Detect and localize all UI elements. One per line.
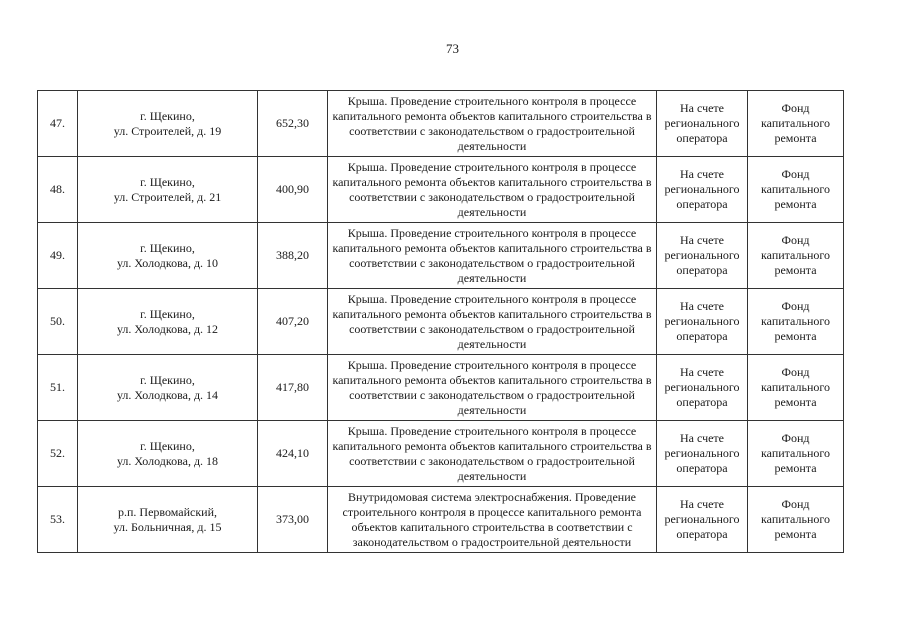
account-owner-cell: На счете регионального оператора [657, 487, 748, 553]
row-number: 50. [38, 289, 78, 355]
account-owner-cell: На счете регионального оператора [657, 91, 748, 157]
row-number: 48. [38, 157, 78, 223]
funding-source-cell: Фонд капитального ремонта [748, 91, 844, 157]
row-number: 49. [38, 223, 78, 289]
address-cell [78, 487, 258, 553]
funding-source-cell: Фонд капитального ремонта [748, 289, 844, 355]
work-description-cell: Крыша. Проведение строительного контроля в процессе капитального ремонта объектов капитального строительства в соответствии с законодательством о градостроительной деятельности [328, 223, 657, 289]
address-city: г. Щекино, [140, 438, 195, 453]
table-row [38, 91, 844, 157]
address-street: ул. Больничная, д. 15 [113, 519, 222, 534]
address-street: ул. Холодкова, д. 12 [116, 321, 219, 336]
account-owner-cell: На счете регионального оператора [657, 289, 748, 355]
address-city: г. Щекино, [140, 108, 195, 123]
row-number: 52. [38, 421, 78, 487]
address-cell [78, 91, 258, 157]
area-cell: 407,20 [258, 289, 328, 355]
work-description-cell: Крыша. Проведение строительного контроля в процессе капитального ремонта объектов капитального строительства в соответствии с законодательством о градостроительной деятельности [328, 355, 657, 421]
account-owner-cell: На счете регионального оператора [657, 223, 748, 289]
page-number: 73 [446, 41, 459, 56]
address-cell [78, 421, 258, 487]
funding-source-cell: Фонд капитального ремонта [748, 223, 844, 289]
table-row [38, 355, 844, 421]
account-owner-cell: На счете регионального оператора [657, 157, 748, 223]
work-description-cell: Крыша. Проведение строительного контроля в процессе капитального ремонта объектов капитального строительства в соответствии с законодательством о градостроительной деятельности [328, 289, 657, 355]
address-cell [78, 157, 258, 223]
address-city: г. Щекино, [140, 174, 195, 189]
area-cell: 400,90 [258, 157, 328, 223]
table-row [38, 157, 844, 223]
table-row [38, 487, 844, 553]
address-city: р.п. Первомайский, [117, 504, 218, 519]
area-cell: 652,30 [258, 91, 328, 157]
account-owner-cell: На счете регионального оператора [657, 421, 748, 487]
address-cell [78, 223, 258, 289]
work-description-cell: Крыша. Проведение строительного контроля в процессе капитального ремонта объектов капитального строительства в соответствии с законодательством о градостроительной деятельности [328, 421, 657, 487]
address-city: г. Щекино, [140, 240, 195, 255]
area-cell: 388,20 [258, 223, 328, 289]
row-number: 51. [38, 355, 78, 421]
address-cell [78, 289, 258, 355]
repair-schedule-table [37, 90, 844, 553]
address-street: ул. Строителей, д. 21 [113, 189, 222, 204]
area-cell: 424,10 [258, 421, 328, 487]
address-street: ул. Холодкова, д. 18 [116, 453, 219, 468]
account-owner-cell: На счете регионального оператора [657, 355, 748, 421]
funding-source-cell: Фонд капитального ремонта [748, 355, 844, 421]
table-row [38, 289, 844, 355]
row-number: 47. [38, 91, 78, 157]
table-row [38, 421, 844, 487]
work-description-cell: Крыша. Проведение строительного контроля в процессе капитального ремонта объектов капитального строительства в соответствии с законодательством о градостроительной деятельности [328, 157, 657, 223]
area-cell: 417,80 [258, 355, 328, 421]
work-description-cell: Крыша. Проведение строительного контроля в процессе капитального ремонта объектов капитального строительства в соответствии с законодательством о градостроительной деятельности [328, 91, 657, 157]
funding-source-cell: Фонд капитального ремонта [748, 487, 844, 553]
funding-source-cell: Фонд капитального ремонта [748, 421, 844, 487]
address-city: г. Щекино, [140, 306, 195, 321]
work-description-cell: Внутридомовая система электроснабжения. Проведение строительного контроля в процессе капитального ремонта объектов капитального строительства в соответствии с законодательством о градостроительной деятельности [328, 487, 657, 553]
address-cell [78, 355, 258, 421]
row-number: 53. [38, 487, 78, 553]
address-city: г. Щекино, [140, 372, 195, 387]
address-street: ул. Строителей, д. 19 [113, 123, 222, 138]
table-row [38, 223, 844, 289]
address-street: ул. Холодкова, д. 10 [116, 255, 219, 270]
funding-source-cell: Фонд капитального ремонта [748, 157, 844, 223]
area-cell: 373,00 [258, 487, 328, 553]
address-street: ул. Холодкова, д. 14 [116, 387, 219, 402]
